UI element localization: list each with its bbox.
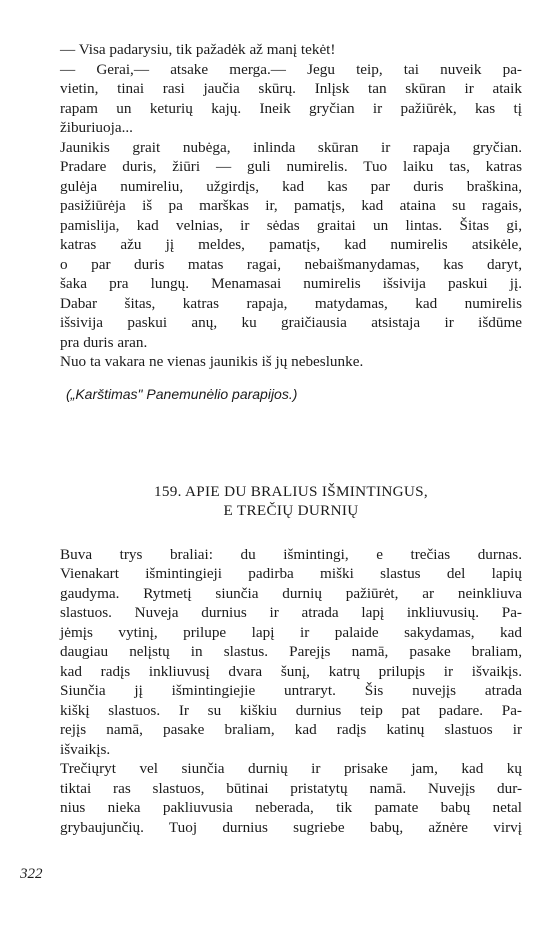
text-line: tiktai ras slastuos, būtinai pristatytų namā. Nuvejįs dur- <box>60 779 522 797</box>
story-source-note: („Karštimas" Panemunėlio parapijos.) <box>66 385 298 402</box>
text-line: daugiau nelįstų in slastus. Parejįs namā, pasake braliam, <box>60 643 522 660</box>
book-page <box>60 40 522 837</box>
text-line: gaudyma. Rytmetį siunčia durnių pažiūrėt, ar neinkliuva <box>60 584 522 602</box>
text-line: Buva trys braliai: du išmintingi, e trečias durnas. <box>60 545 522 563</box>
text-line: rejįs namā, pasake braliam, kad radįs katinų slastuos ir <box>60 721 522 738</box>
text-line: žiburiuoja... <box>60 119 133 136</box>
text-line: Dabar šitas, katras rapaja, matydamas, kad numirelis <box>60 294 522 312</box>
text-line: Nuo ta vakara ne vienas jaunikis iš jų nebeslunke. <box>60 353 364 370</box>
section-heading <box>60 482 522 521</box>
text-line: Siunčia jį išmintingiejie untraryt. Šis nuvejįs atrada <box>60 682 522 699</box>
text-line: — Visa padarysiu, tik pažadėk až manį tekėt! <box>60 41 336 58</box>
text-line: grybaujunčių. Tuoj durnius sugriebe babų, ažnėre virvį <box>60 818 522 836</box>
text-line: Vienakart išmintingieji padirba miški slastus del lapių <box>60 565 522 582</box>
text-line: jėmįs vytinį, prilupe lapį ir palaide sakydamas, kad <box>60 623 522 641</box>
heading-line: 159. APIE DU BRALIUS IŠMINTINGUS, <box>153 482 428 500</box>
text-line: slastuos. Nuveja durnius ir atrada lapį inkliuvusių. Pa- <box>60 604 522 621</box>
text-line: pasižiūrėja iš pa marškas ir, pamatįs, kad ataina su ragais, <box>60 197 522 214</box>
text-line: rapam un keturių kajų. Ineik gryčian ir pažiūrėk, kas tį <box>60 99 522 117</box>
text-line: Pradare duris, žiūri — guli numirelis. Tuo laiku tas, katras <box>60 158 522 175</box>
text-line: gulėja numireliu, užgirdįs, kad kas par duris braškina, <box>60 177 522 195</box>
text-line: pra duris aran. <box>60 333 148 351</box>
text-line: — Gerai,— atsake merga.— Jegu teip, tai nuveik pa- <box>60 60 522 78</box>
text-line: išsivija paskui anų, ku graičiausia atsistaja ir išdūme <box>60 314 522 331</box>
text-line: kad radįs inkliuvusį dvara šunį, katrų prilupįs ir išvaikįs. <box>60 662 522 680</box>
text-line: vietin, tinai rasi jaučia skūrų. Inlįsk tan skūran ir ataik <box>60 80 522 97</box>
text-line: Jaunikis grait nubėga, inlinda skūran ir rapaja gryčian. <box>60 138 522 156</box>
text-line: o par duris matas ragai, nebaišmanydamas, kas daryt, <box>60 255 522 273</box>
text-line: išvaikįs. <box>60 740 111 758</box>
text-line: pamislija, kad velnias, ir sėdas graitai un lintas. Šitas gi, <box>60 216 522 234</box>
story-ending <box>60 40 522 402</box>
text-line: Trečiųryt vel siunčia durnių ir prisake jam, kad kų <box>60 760 522 777</box>
text-line: nius nieka pakliuvusia neberada, tik pamate babų netal <box>60 799 522 816</box>
text-line: katras ažu jį meldes, pamatįs, kad numirelis atsikėle, <box>60 236 522 253</box>
section-body <box>60 545 522 838</box>
heading-line: E TREČIŲ DURNIŲ <box>223 502 359 519</box>
text-line: šaka pra lungų. Menamasai numirelis išsivija paskui jį. <box>60 275 522 292</box>
text-line: kiškį slastuos. Ir su kiškiu durnius teip pat padare. Pa- <box>60 701 522 719</box>
page-number: 322 <box>20 866 43 882</box>
